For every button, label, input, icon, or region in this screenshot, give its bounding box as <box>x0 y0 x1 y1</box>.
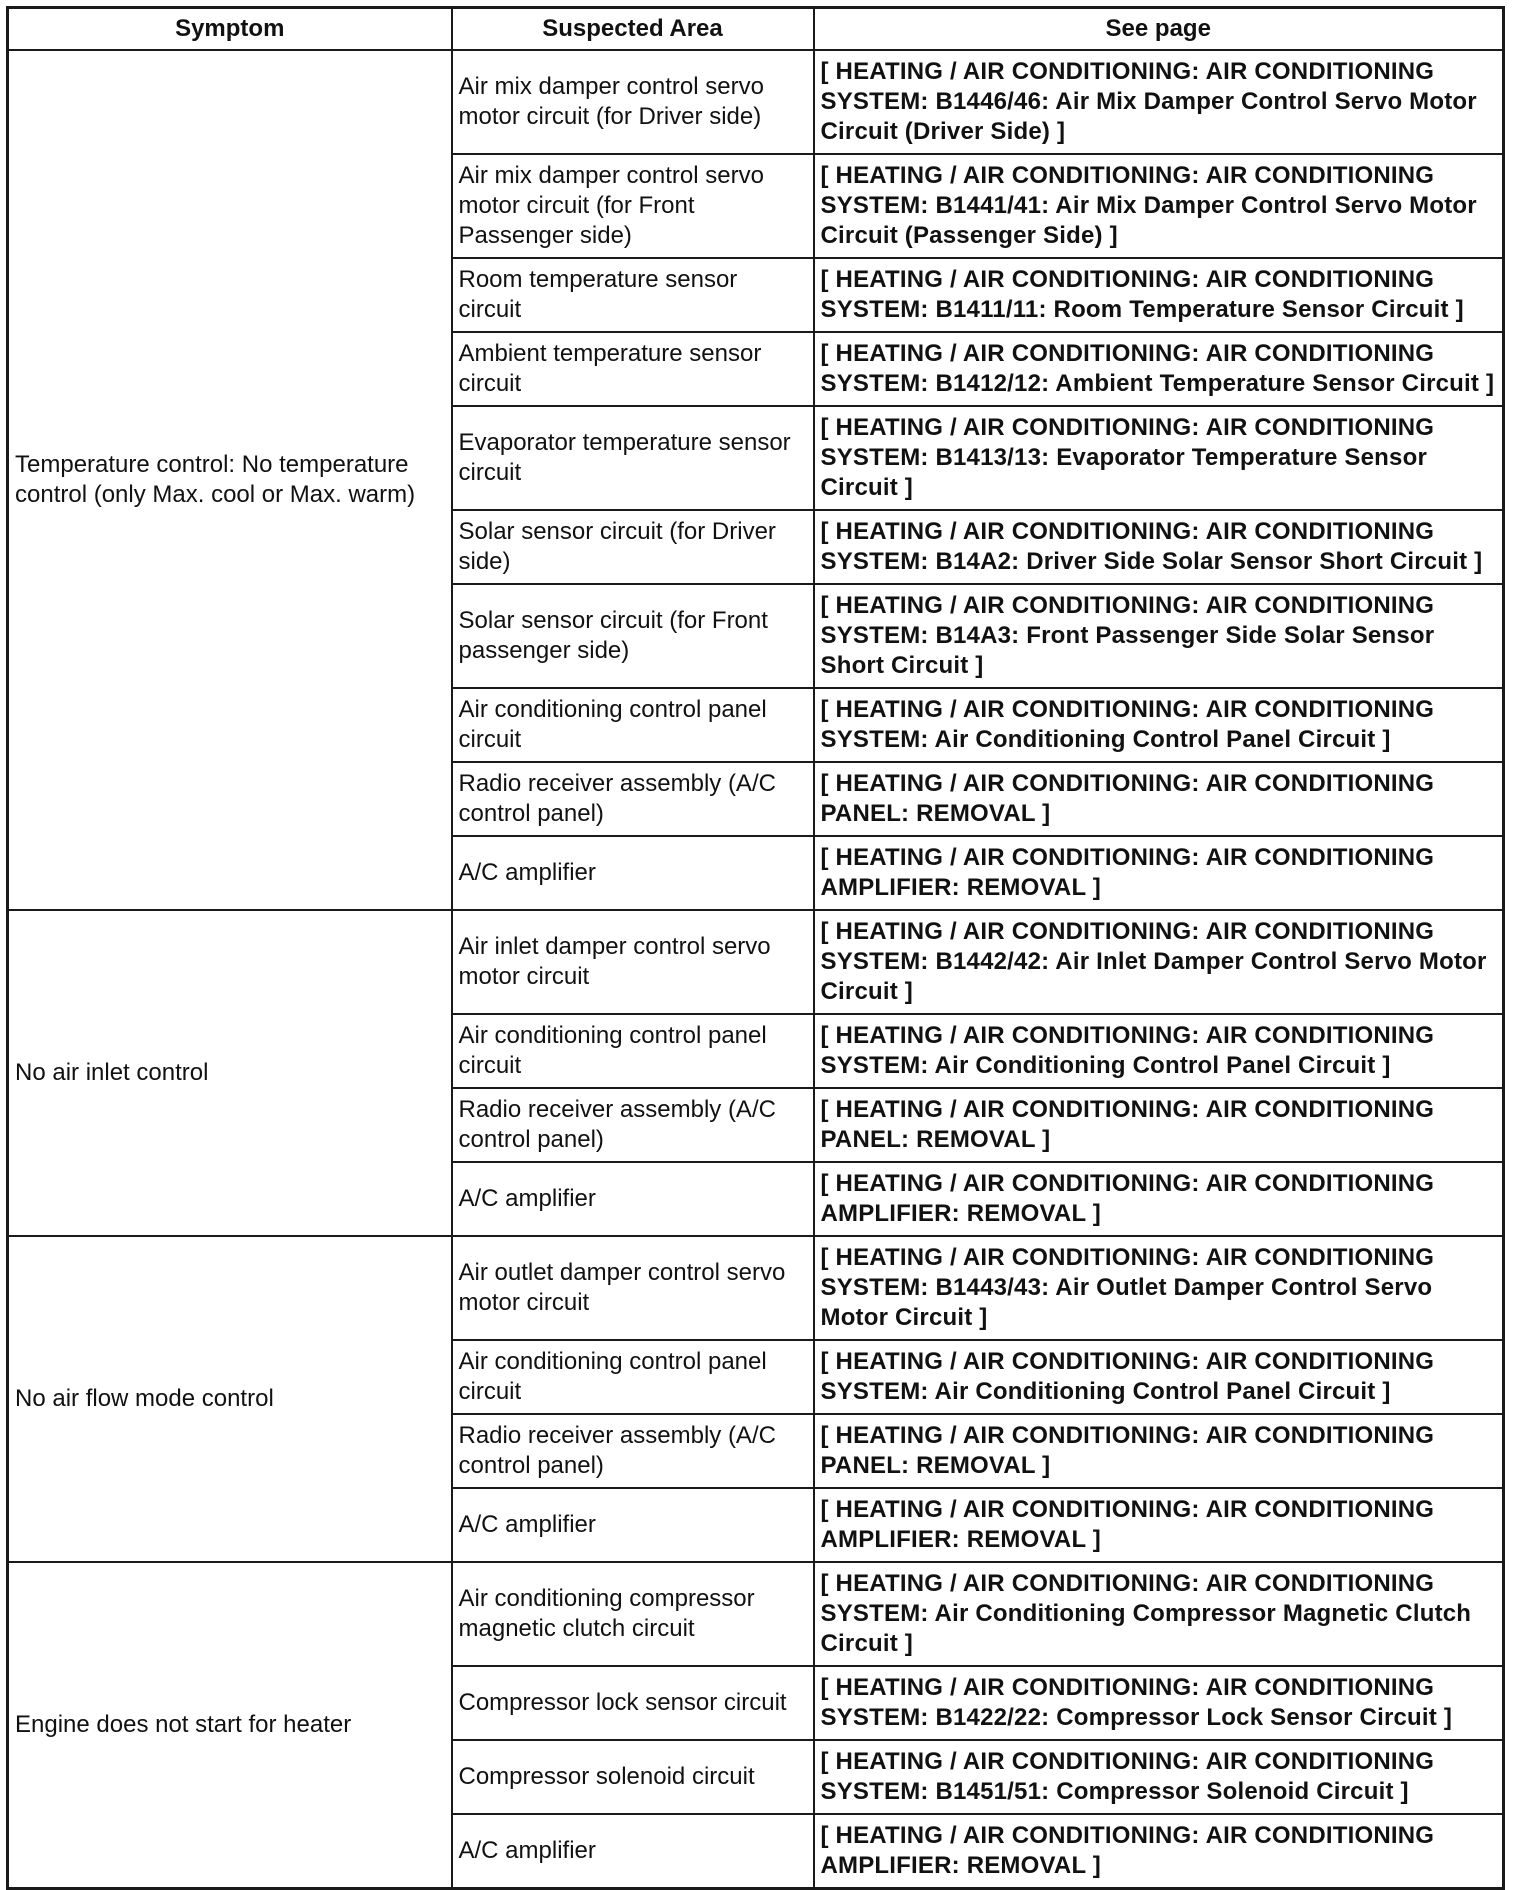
see-page-link[interactable]: [ HEATING / AIR CONDITIONING: AIR CONDITIONING SYSTEM: B1451/51: Compressor Solenoid Circuit ] <box>814 1740 1504 1814</box>
see-page-link[interactable]: [ HEATING / AIR CONDITIONING: AIR CONDITIONING PANEL: REMOVAL ] <box>814 1088 1504 1162</box>
see-page-link[interactable]: [ HEATING / AIR CONDITIONING: AIR CONDITIONING SYSTEM: Air Conditioning Compressor Magnetic Clutch Circuit ] <box>814 1562 1504 1666</box>
suspected-area-cell: Compressor solenoid circuit <box>452 1740 814 1814</box>
see-page-link[interactable]: [ HEATING / AIR CONDITIONING: AIR CONDITIONING AMPLIFIER: REMOVAL ] <box>814 1814 1504 1889</box>
see-page-link[interactable]: [ HEATING / AIR CONDITIONING: AIR CONDITIONING AMPLIFIER: REMOVAL ] <box>814 836 1504 910</box>
troubleshooting-table <box>6 6 1505 1890</box>
suspected-area-cell: Air conditioning control panel circuit <box>452 1340 814 1414</box>
see-page-link[interactable]: [ HEATING / AIR CONDITIONING: AIR CONDITIONING SYSTEM: B1411/11: Room Temperature Sensor Circuit ] <box>814 258 1504 332</box>
table-row <box>8 910 1504 1014</box>
see-page-link[interactable]: [ HEATING / AIR CONDITIONING: AIR CONDITIONING SYSTEM: Air Conditioning Control Panel Circuit ] <box>814 688 1504 762</box>
suspected-area-cell: Radio receiver assembly (A/C control panel) <box>452 762 814 836</box>
header-symptom: Symptom <box>8 8 452 51</box>
see-page-link[interactable]: [ HEATING / AIR CONDITIONING: AIR CONDITIONING AMPLIFIER: REMOVAL ] <box>814 1488 1504 1562</box>
symptom-cell: Engine does not start for heater <box>8 1562 452 1889</box>
suspected-area-cell: Air outlet damper control servo motor circuit <box>452 1236 814 1340</box>
suspected-area-cell: Room temperature sensor circuit <box>452 258 814 332</box>
header-see-page: See page <box>814 8 1504 51</box>
see-page-link[interactable]: [ HEATING / AIR CONDITIONING: AIR CONDITIONING SYSTEM: Air Conditioning Control Panel Circuit ] <box>814 1340 1504 1414</box>
suspected-area-cell: A/C amplifier <box>452 1488 814 1562</box>
symptom-cell: No air flow mode control <box>8 1236 452 1562</box>
suspected-area-cell: A/C amplifier <box>452 1162 814 1236</box>
see-page-link[interactable]: [ HEATING / AIR CONDITIONING: AIR CONDITIONING SYSTEM: B1443/43: Air Outlet Damper Control Servo Motor Circuit ] <box>814 1236 1504 1340</box>
see-page-link[interactable]: [ HEATING / AIR CONDITIONING: AIR CONDITIONING PANEL: REMOVAL ] <box>814 762 1504 836</box>
suspected-area-cell: Air conditioning compressor magnetic clutch circuit <box>452 1562 814 1666</box>
see-page-link[interactable]: [ HEATING / AIR CONDITIONING: AIR CONDITIONING SYSTEM: B1442/42: Air Inlet Damper Control Servo Motor Circuit ] <box>814 910 1504 1014</box>
see-page-link[interactable]: [ HEATING / AIR CONDITIONING: AIR CONDITIONING SYSTEM: B1446/46: Air Mix Damper Control Servo Motor Circuit (Driver Side) ] <box>814 50 1504 154</box>
see-page-link[interactable]: [ HEATING / AIR CONDITIONING: AIR CONDITIONING SYSTEM: B1412/12: Ambient Temperature Sensor Circuit ] <box>814 332 1504 406</box>
table-row <box>8 1562 1504 1666</box>
see-page-link[interactable]: [ HEATING / AIR CONDITIONING: AIR CONDITIONING SYSTEM: B14A3: Front Passenger Side Solar Sensor Short Circuit ] <box>814 584 1504 688</box>
see-page-link[interactable]: [ HEATING / AIR CONDITIONING: AIR CONDITIONING SYSTEM: B1441/41: Air Mix Damper Control Servo Motor Circuit (Passenger Side) ] <box>814 154 1504 258</box>
suspected-area-cell: Ambient temperature sensor circuit <box>452 332 814 406</box>
suspected-area-cell: Air conditioning control panel circuit <box>452 688 814 762</box>
symptom-cell: No air inlet control <box>8 910 452 1236</box>
see-page-link[interactable]: [ HEATING / AIR CONDITIONING: AIR CONDITIONING PANEL: REMOVAL ] <box>814 1414 1504 1488</box>
see-page-link[interactable]: [ HEATING / AIR CONDITIONING: AIR CONDITIONING SYSTEM: B1413/13: Evaporator Temperature Sensor Circuit ] <box>814 406 1504 510</box>
see-page-link[interactable]: [ HEATING / AIR CONDITIONING: AIR CONDITIONING AMPLIFIER: REMOVAL ] <box>814 1162 1504 1236</box>
suspected-area-cell: Evaporator temperature sensor circuit <box>452 406 814 510</box>
see-page-link[interactable]: [ HEATING / AIR CONDITIONING: AIR CONDITIONING SYSTEM: Air Conditioning Control Panel Circuit ] <box>814 1014 1504 1088</box>
suspected-area-cell: Radio receiver assembly (A/C control panel) <box>452 1414 814 1488</box>
header-row <box>8 8 1504 51</box>
suspected-area-cell: Solar sensor circuit (for Driver side) <box>452 510 814 584</box>
suspected-area-cell: Air conditioning control panel circuit <box>452 1014 814 1088</box>
suspected-area-cell: Air inlet damper control servo motor circuit <box>452 910 814 1014</box>
see-page-link[interactable]: [ HEATING / AIR CONDITIONING: AIR CONDITIONING SYSTEM: B1422/22: Compressor Lock Sensor Circuit ] <box>814 1666 1504 1740</box>
suspected-area-cell: Solar sensor circuit (for Front passenger side) <box>452 584 814 688</box>
suspected-area-cell: Compressor lock sensor circuit <box>452 1666 814 1740</box>
symptom-cell: Temperature control: No temperature control (only Max. cool or Max. warm) <box>8 50 452 910</box>
table-row <box>8 1236 1504 1340</box>
suspected-area-cell: Radio receiver assembly (A/C control panel) <box>452 1088 814 1162</box>
suspected-area-cell: A/C amplifier <box>452 1814 814 1889</box>
table-row <box>8 50 1504 154</box>
table-body <box>8 50 1504 1889</box>
suspected-area-cell: Air mix damper control servo motor circuit (for Front Passenger side) <box>452 154 814 258</box>
header-suspected-area: Suspected Area <box>452 8 814 51</box>
suspected-area-cell: Air mix damper control servo motor circuit (for Driver side) <box>452 50 814 154</box>
see-page-link[interactable]: [ HEATING / AIR CONDITIONING: AIR CONDITIONING SYSTEM: B14A2: Driver Side Solar Sensor Short Circuit ] <box>814 510 1504 584</box>
suspected-area-cell: A/C amplifier <box>452 836 814 910</box>
